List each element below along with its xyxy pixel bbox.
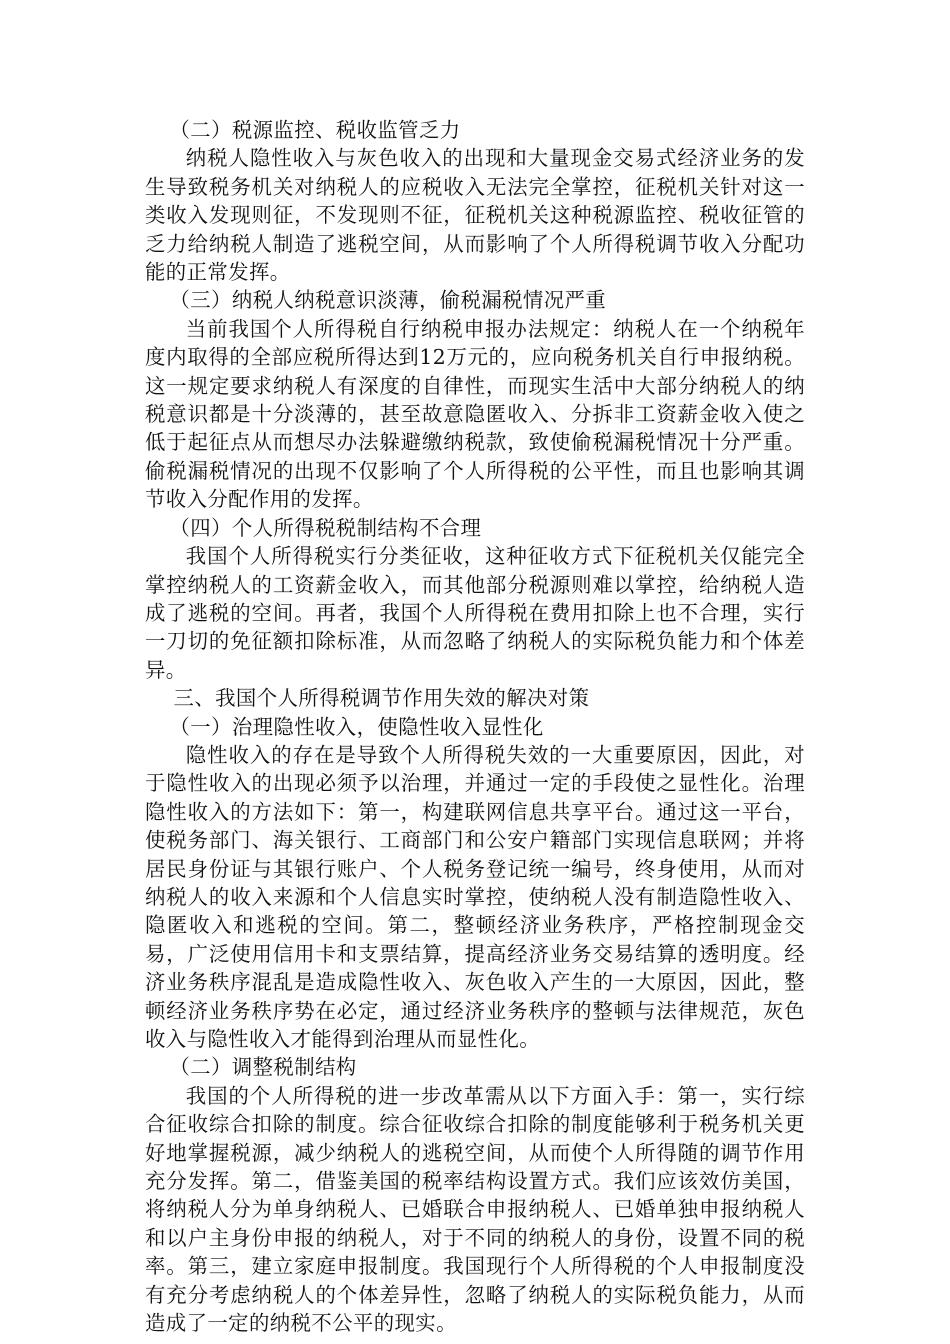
heading-tax-structure-unreasonable: （四）个人所得税税制结构不合理 (169, 515, 482, 540)
heading-govern-hidden-income: （一）治理隐性收入，使隐性收入显性化 (169, 714, 544, 739)
heading-weak-tax-awareness: （三）纳税人纳税意识淡薄，偷税漏税情况严重 (169, 288, 607, 313)
section-heading-solutions: 三、我国个人所得税调节作用失效的解决对策 (173, 686, 590, 711)
paragraph-tax-structure-unreasonable: 我国个人所得税实行分类征收，这种征收方式下征税机关仅能完全掌控纳税人的工资薪金收入，而其他部分税源则难以掌控，给纳税人造成了逃税的空间。再者，我国个人所得税在费用扣除上也不合理，实行一刀切的免征额扣除标准，从而忽略了纳税人的实际税负能力和个体差异。 (145, 544, 805, 682)
paragraph-weak-tax-awareness: 当前我国个人所得税自行纳税申报办法规定：纳税人在一个纳税年度内取得的全部应税所得达到12万元的，应向税务机关自行申报纳税。这一规定要求纳税人有深度的自律性，而现实生活中大部分纳税人的纳税意识都是十分淡薄的，甚至故意隐匿收入、分拆非工资薪金收入使之低于起征点从而想尽办法躲避缴纳税款，致使偷税漏税情况十分严重。偷税漏税情况的出现不仅影响了个人所得税的公平性，而且也影响其调节收入分配作用的发挥。 (145, 316, 805, 512)
heading-tax-source-monitoring: （二）税源监控、税收监管乏力 (169, 118, 461, 142)
heading-adjust-tax-structure: （二）调整税制结构 (169, 1055, 357, 1080)
paragraph-tax-source-monitoring: 纳税人隐性收入与灰色收入的出现和大量现金交易式经济业务的发生导致税务机关对纳税人的应税收入无法完全掌控，征税机关针对这一类收入发现则征，不发现则不征，征税机关这种税源监控、税收征管的乏力给纳税人制造了逃税空间，从而影响了个人所得税调节收入分配功能的正常发挥。 (145, 146, 805, 285)
document-page (145, 116, 805, 1337)
paragraph-govern-hidden-income: 隐性收入的存在是导致个人所得税失效的一大重要原因，因此，对于隐性收入的出现必须予以治理，并通过一定的手段使之显性化。治理隐性收入的方法如下：第一，构建联网信息共享平台。通过这一平台，使税务部门、海关银行、工商部门和公安户籍部门实现信息联网；并将居民身份证与其银行账户、个人税务登记统一编号，终身使用，从而对纳税人的收入来源和个人信息实时掌控，使纳税人没有制造隐性收入、隐匿收入和逃税的空间。第二，整顿经济业务秩序，严格控制现金交易，广泛使用信用卡和支票结算，提高经济业务交易结算的透明度。经济业务秩序混乱是造成隐性收入、灰色收入产生的一大原因，因此，整顿经济业务秩序势在必定，通过经济业务秩序的整顿与法律规范，灰色收入与隐性收入才能得到治理从而显性化。 (145, 742, 805, 1051)
paragraph-adjust-tax-structure: 我国的个人所得税的进一步改革需从以下方面入手：第一，实行综合征收综合扣除的制度。综合征收综合扣除的制度能够利于税务机关更好地掌握税源，减少纳税人的逃税空间，从而使个人所得随的调节作用充分发挥。第二，借鉴美国的税率结构设置方式。我们应该效仿美国，将纳税人分为单身纳税人、已婚联合申报纳税人、已婚单独申报纳税人和以户主身份申报的纳税人，对于不同的纳税人的身份，设置不同的税率。第三，建立家庭申报制度。我国现行个人所得税的个人申报制度没有充分考虑纳税人的个体差异性，忽略了纳税人的实际税负能力，从而造成了一定的纳税不公平的现实。 (145, 1083, 805, 1336)
